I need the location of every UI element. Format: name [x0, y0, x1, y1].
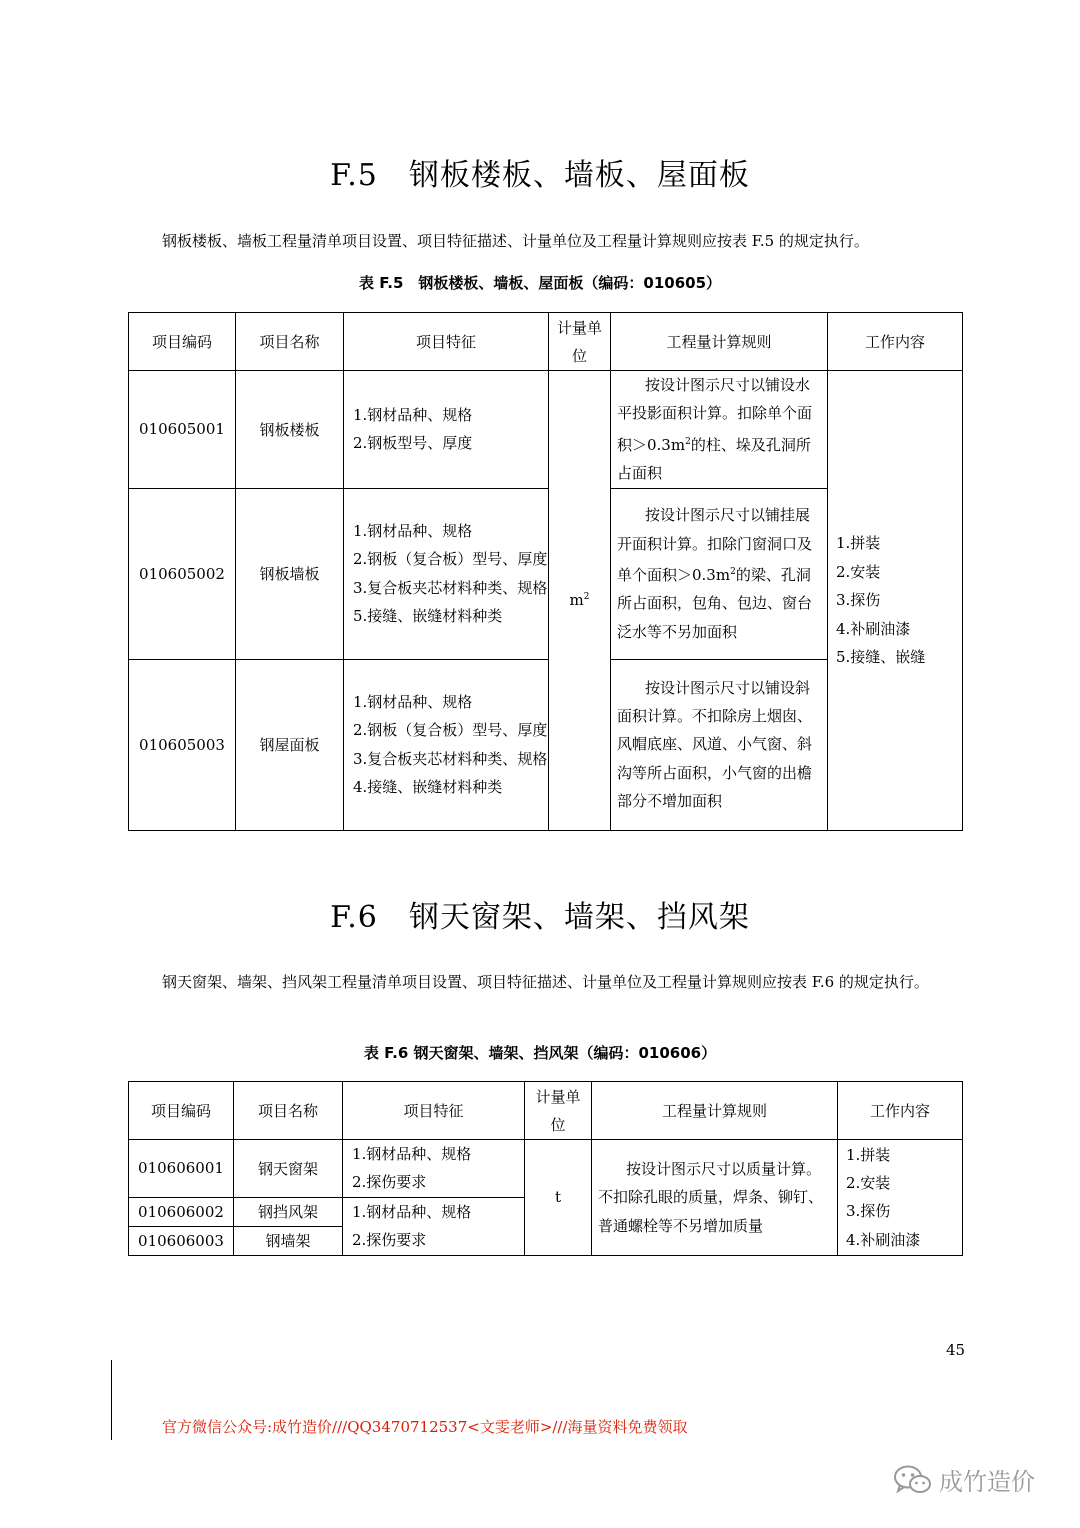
table-row: [129, 1140, 963, 1198]
item-code: 010606003: [129, 1226, 234, 1255]
table-caption-f6: 表 F.6 钢天窗架、墙架、挡风架（编码：010606）: [363, 1044, 717, 1062]
item-rule: 按设计图示尺寸以铺设斜面积计算。不扣除房上烟囱、风帽底座、风道、小气窗、斜沟等所占面积，小气窗的出檐部分不增加面积: [611, 659, 828, 830]
watermark-text: 成竹造价: [939, 1468, 1035, 1496]
item-name: 钢板楼板: [236, 371, 344, 489]
header-unit: 计量单位: [525, 1082, 592, 1140]
unit-cell: $m^2$: [549, 371, 611, 831]
header-rule: 工程量计算规则: [611, 313, 828, 371]
item-features: 1.钢材品种、规格 2.钢板型号、厚度: [344, 371, 549, 489]
item-features: 1.钢材品种、规格 2.钢板（复合板）型号、厚度 3.复合板夹芯材料种类、规格 5.接缝、嵌缝材料种类: [344, 488, 549, 659]
header-name: 项目名称: [234, 1082, 343, 1140]
header-work: 工作内容: [838, 1082, 963, 1140]
section-title-f6: F.6 钢天窗架、墙架、挡风架: [330, 900, 750, 935]
item-name: 钢板墙板: [236, 488, 344, 659]
margin-line: [111, 1360, 112, 1440]
item-name: 钢挡风架: [234, 1197, 343, 1226]
item-rule: 按设计图示尺寸以铺设水平投影面积计算。扣除单个面积$>0.3m^2$的柱、垛及孔洞所占面积: [611, 371, 828, 489]
header-code: 项目编码: [129, 313, 236, 371]
table-header-row: [129, 313, 963, 371]
item-name: 钢屋面板: [236, 659, 344, 830]
header-code: 项目编码: [129, 1082, 234, 1140]
footer-promo-text: 官方微信公众号:成竹造价///QQ3470712537<文雯老师>///海量资料免费领取: [162, 1418, 688, 1436]
item-features: 1.钢材品种、规格 2.钢板（复合板）型号、厚度 3.复合板夹芯材料种类、规格 4.接缝、嵌缝材料种类: [344, 659, 549, 830]
header-name: 项目名称: [236, 313, 344, 371]
item-features: 1.钢材品种、规格 2.探伤要求: [343, 1140, 525, 1198]
item-name: 钢天窗架: [234, 1140, 343, 1198]
item-features: 1.钢材品种、规格 2.探伤要求: [343, 1197, 525, 1255]
wechat-icon: [893, 1464, 933, 1496]
header-work: 工作内容: [828, 313, 963, 371]
unit-cell: t: [525, 1140, 592, 1256]
table-header-row: [129, 1082, 963, 1140]
item-rule: 按设计图示尺寸以铺挂展开面积计算。扣除门窗洞口及单个面积$>0.3m^2$的梁、孔洞所占面积，包角、包边、窗台泛水等不另加面积: [611, 488, 828, 659]
item-code: 010606002: [129, 1197, 234, 1226]
item-code: 010605001: [129, 371, 236, 489]
section-intro-f6: 钢天窗架、墙架、挡风架工程量清单项目设置、项目特征描述、计量单位及工程量计算规则应按表 F.6 的规定执行。: [162, 973, 929, 991]
item-code: 010606001: [129, 1140, 234, 1198]
item-name: 钢墙架: [234, 1226, 343, 1255]
watermark: [893, 1462, 1035, 1497]
item-rule: 按设计图示尺寸以质量计算。不扣除孔眼的质量，焊条、铆钉、普通螺栓等不另增加质量: [592, 1140, 838, 1256]
table-row: [129, 371, 963, 489]
section-title-f5: F.5 钢板楼板、墙板、屋面板: [330, 158, 750, 193]
section-intro-f5: 钢板楼板、墙板工程量清单项目设置、项目特征描述、计量单位及工程量计算规则应按表 F.5 的规定执行。: [162, 232, 869, 250]
header-rule: 工程量计算规则: [592, 1082, 838, 1140]
item-code: 010605002: [129, 488, 236, 659]
work-content: 1.拼装 2.安装 3.探伤 4.补刷油漆: [838, 1140, 963, 1256]
header-features: 项目特征: [344, 313, 549, 371]
table-caption-f5: 表 F.5 钢板楼板、墙板、屋面板（编码：010605）: [358, 274, 722, 292]
table-f5: [128, 312, 963, 831]
page-number: 45: [946, 1341, 966, 1359]
work-content: 1.拼装 2.安装 3.探伤 4.补刷油漆 5.接缝、嵌缝: [828, 371, 963, 831]
header-unit: 计量单位: [549, 313, 611, 371]
item-code: 010605003: [129, 659, 236, 830]
header-features: 项目特征: [343, 1082, 525, 1140]
table-f6: [128, 1081, 963, 1256]
